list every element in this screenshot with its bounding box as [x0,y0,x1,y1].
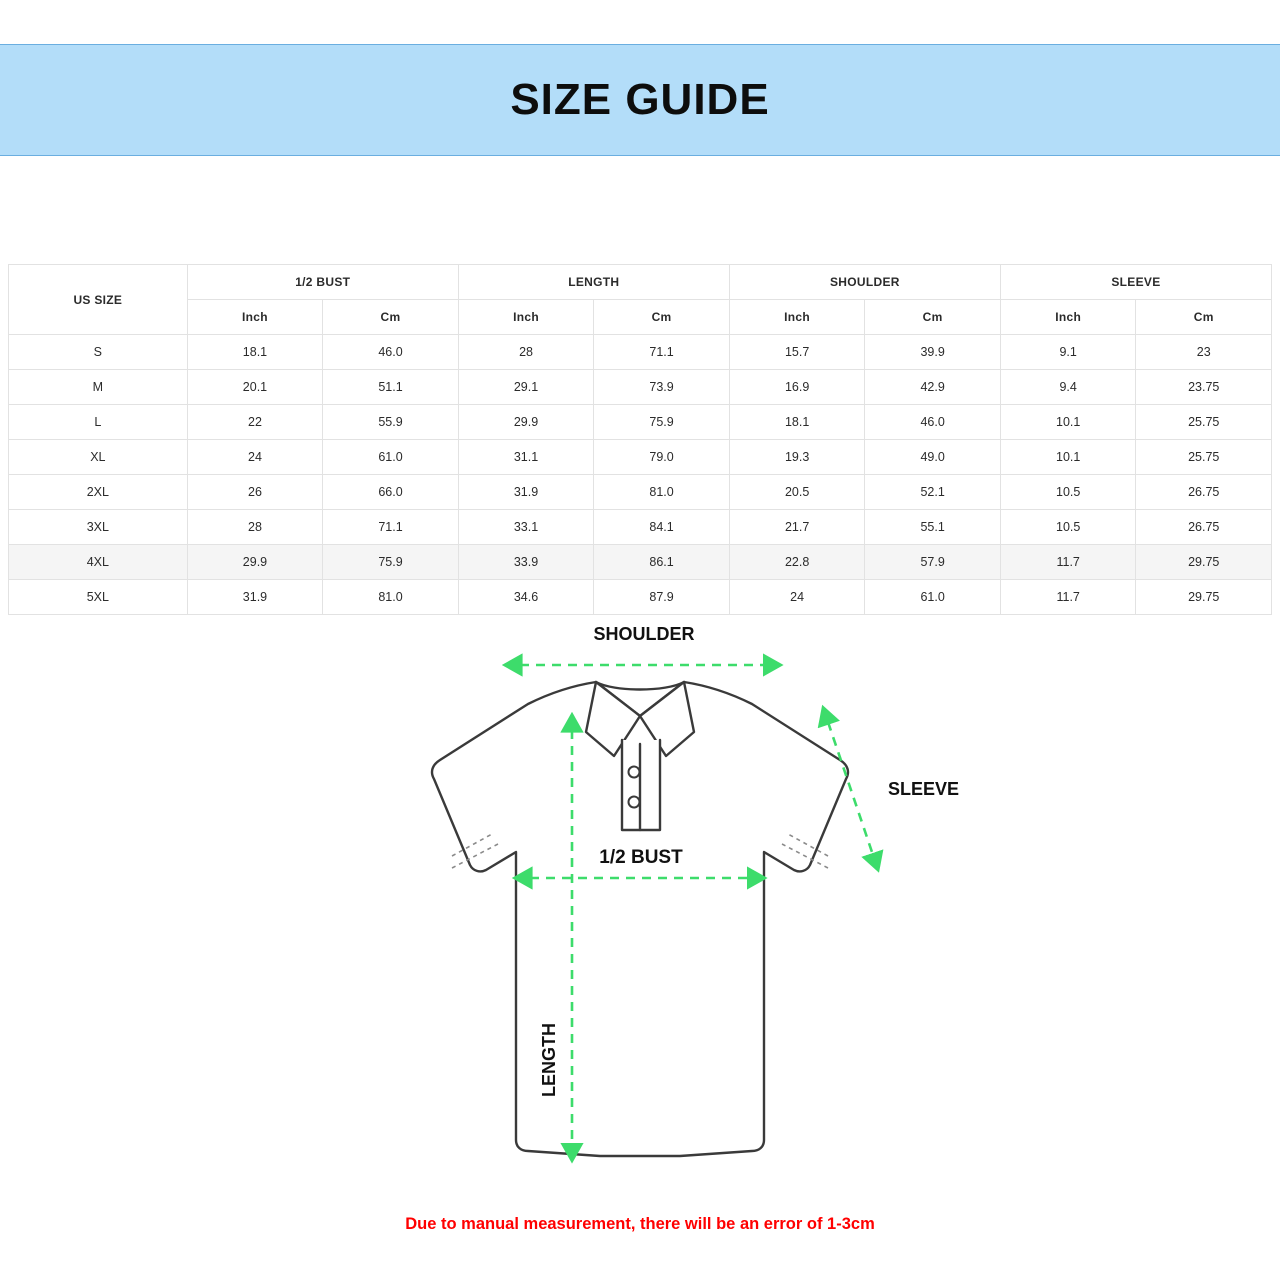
header-shoulder: SHOULDER [729,265,1000,300]
header-sleeve: SLEEVE [1000,265,1271,300]
cell-length-inch: 33.1 [458,510,594,545]
measurement-diagram [0,620,1280,1210]
size-guide-banner [0,44,1280,156]
cell-bust-inch: 22 [187,405,323,440]
unit-length-inch: Inch [458,300,594,335]
table-row [9,545,1272,580]
unit-bust-cm: Cm [323,300,459,335]
unit-sleeve-inch: Inch [1000,300,1136,335]
unit-shoulder-inch: Inch [729,300,865,335]
cell-size: 5XL [9,580,188,615]
table-row [9,510,1272,545]
cell-length-inch: 34.6 [458,580,594,615]
table-unit-row [9,300,1272,335]
cell-length-cm: 79.0 [594,440,730,475]
cell-size: XL [9,440,188,475]
cell-size: 2XL [9,475,188,510]
cell-length-cm: 81.0 [594,475,730,510]
cell-length-inch: 29.9 [458,405,594,440]
cell-shoulder-inch: 24 [729,580,865,615]
cell-length-inch: 31.9 [458,475,594,510]
table-row [9,335,1272,370]
cell-bust-cm: 71.1 [323,510,459,545]
cell-bust-cm: 55.9 [323,405,459,440]
cell-shoulder-cm: 52.1 [865,475,1001,510]
measurement-disclaimer: Due to manual measurement, there will be an error of 1-3cm [405,1215,875,1233]
cell-bust-cm: 46.0 [323,335,459,370]
cell-bust-cm: 61.0 [323,440,459,475]
cell-size: L [9,405,188,440]
cell-sleeve-cm: 25.75 [1136,440,1272,475]
cell-sleeve-cm: 29.75 [1136,545,1272,580]
table-row [9,405,1272,440]
table-row [9,580,1272,615]
cell-length-cm: 84.1 [594,510,730,545]
cell-sleeve-inch: 11.7 [1000,545,1136,580]
cell-bust-inch: 18.1 [187,335,323,370]
cell-bust-inch: 29.9 [187,545,323,580]
cell-shoulder-cm: 49.0 [865,440,1001,475]
cell-bust-cm: 66.0 [323,475,459,510]
cell-length-inch: 28 [458,335,594,370]
length-label: LENGTH [539,1023,559,1097]
cell-shoulder-inch: 22.8 [729,545,865,580]
cell-shoulder-inch: 20.5 [729,475,865,510]
cell-length-cm: 71.1 [594,335,730,370]
cell-shoulder-cm: 42.9 [865,370,1001,405]
cell-shoulder-inch: 16.9 [729,370,865,405]
cell-shoulder-inch: 18.1 [729,405,865,440]
cell-sleeve-inch: 11.7 [1000,580,1136,615]
cell-sleeve-cm: 26.75 [1136,510,1272,545]
cell-bust-cm: 51.1 [323,370,459,405]
unit-length-cm: Cm [594,300,730,335]
cell-length-cm: 86.1 [594,545,730,580]
polo-shirt-illustration [432,682,848,1156]
table-group-header-row [9,265,1272,300]
table-row [9,440,1272,475]
cell-size: S [9,335,188,370]
cell-bust-inch: 31.9 [187,580,323,615]
cell-sleeve-inch: 10.5 [1000,510,1136,545]
table-row [9,475,1272,510]
cell-sleeve-cm: 29.75 [1136,580,1272,615]
unit-bust-inch: Inch [187,300,323,335]
sleeve-label: SLEEVE [888,779,960,799]
cell-size: M [9,370,188,405]
cell-bust-inch: 28 [187,510,323,545]
cell-sleeve-inch: 9.1 [1000,335,1136,370]
cell-length-inch: 31.1 [458,440,594,475]
table-row [9,370,1272,405]
cell-shoulder-inch: 19.3 [729,440,865,475]
cell-shoulder-inch: 21.7 [729,510,865,545]
shoulder-label: SHOULDER [593,624,695,644]
cell-length-cm: 73.9 [594,370,730,405]
bust-label: 1/2 BUST [599,847,683,868]
size-table-head [9,265,1272,335]
cell-sleeve-inch: 9.4 [1000,370,1136,405]
cell-length-cm: 87.9 [594,580,730,615]
header-us-size: US SIZE [9,265,188,335]
cell-shoulder-cm: 46.0 [865,405,1001,440]
cell-sleeve-cm: 25.75 [1136,405,1272,440]
cell-bust-cm: 81.0 [323,580,459,615]
header-bust: 1/2 BUST [187,265,458,300]
cell-shoulder-cm: 61.0 [865,580,1001,615]
cell-size: 4XL [9,545,188,580]
cell-sleeve-cm: 26.75 [1136,475,1272,510]
cell-bust-cm: 75.9 [323,545,459,580]
size-table-container [8,264,1272,615]
cell-bust-inch: 26 [187,475,323,510]
cell-sleeve-inch: 10.1 [1000,440,1136,475]
cell-shoulder-cm: 55.1 [865,510,1001,545]
cell-sleeve-inch: 10.5 [1000,475,1136,510]
page-title: SIZE GUIDE [510,75,770,124]
cell-bust-inch: 20.1 [187,370,323,405]
cell-shoulder-inch: 15.7 [729,335,865,370]
cell-shoulder-cm: 39.9 [865,335,1001,370]
unit-sleeve-cm: Cm [1136,300,1272,335]
size-table [8,264,1272,615]
cell-sleeve-cm: 23 [1136,335,1272,370]
cell-length-cm: 75.9 [594,405,730,440]
header-length: LENGTH [458,265,729,300]
cell-bust-inch: 24 [187,440,323,475]
cell-sleeve-inch: 10.1 [1000,405,1136,440]
cell-sleeve-cm: 23.75 [1136,370,1272,405]
cell-shoulder-cm: 57.9 [865,545,1001,580]
cell-length-inch: 29.1 [458,370,594,405]
cell-size: 3XL [9,510,188,545]
cell-length-inch: 33.9 [458,545,594,580]
unit-shoulder-cm: Cm [865,300,1001,335]
size-table-body [9,335,1272,615]
